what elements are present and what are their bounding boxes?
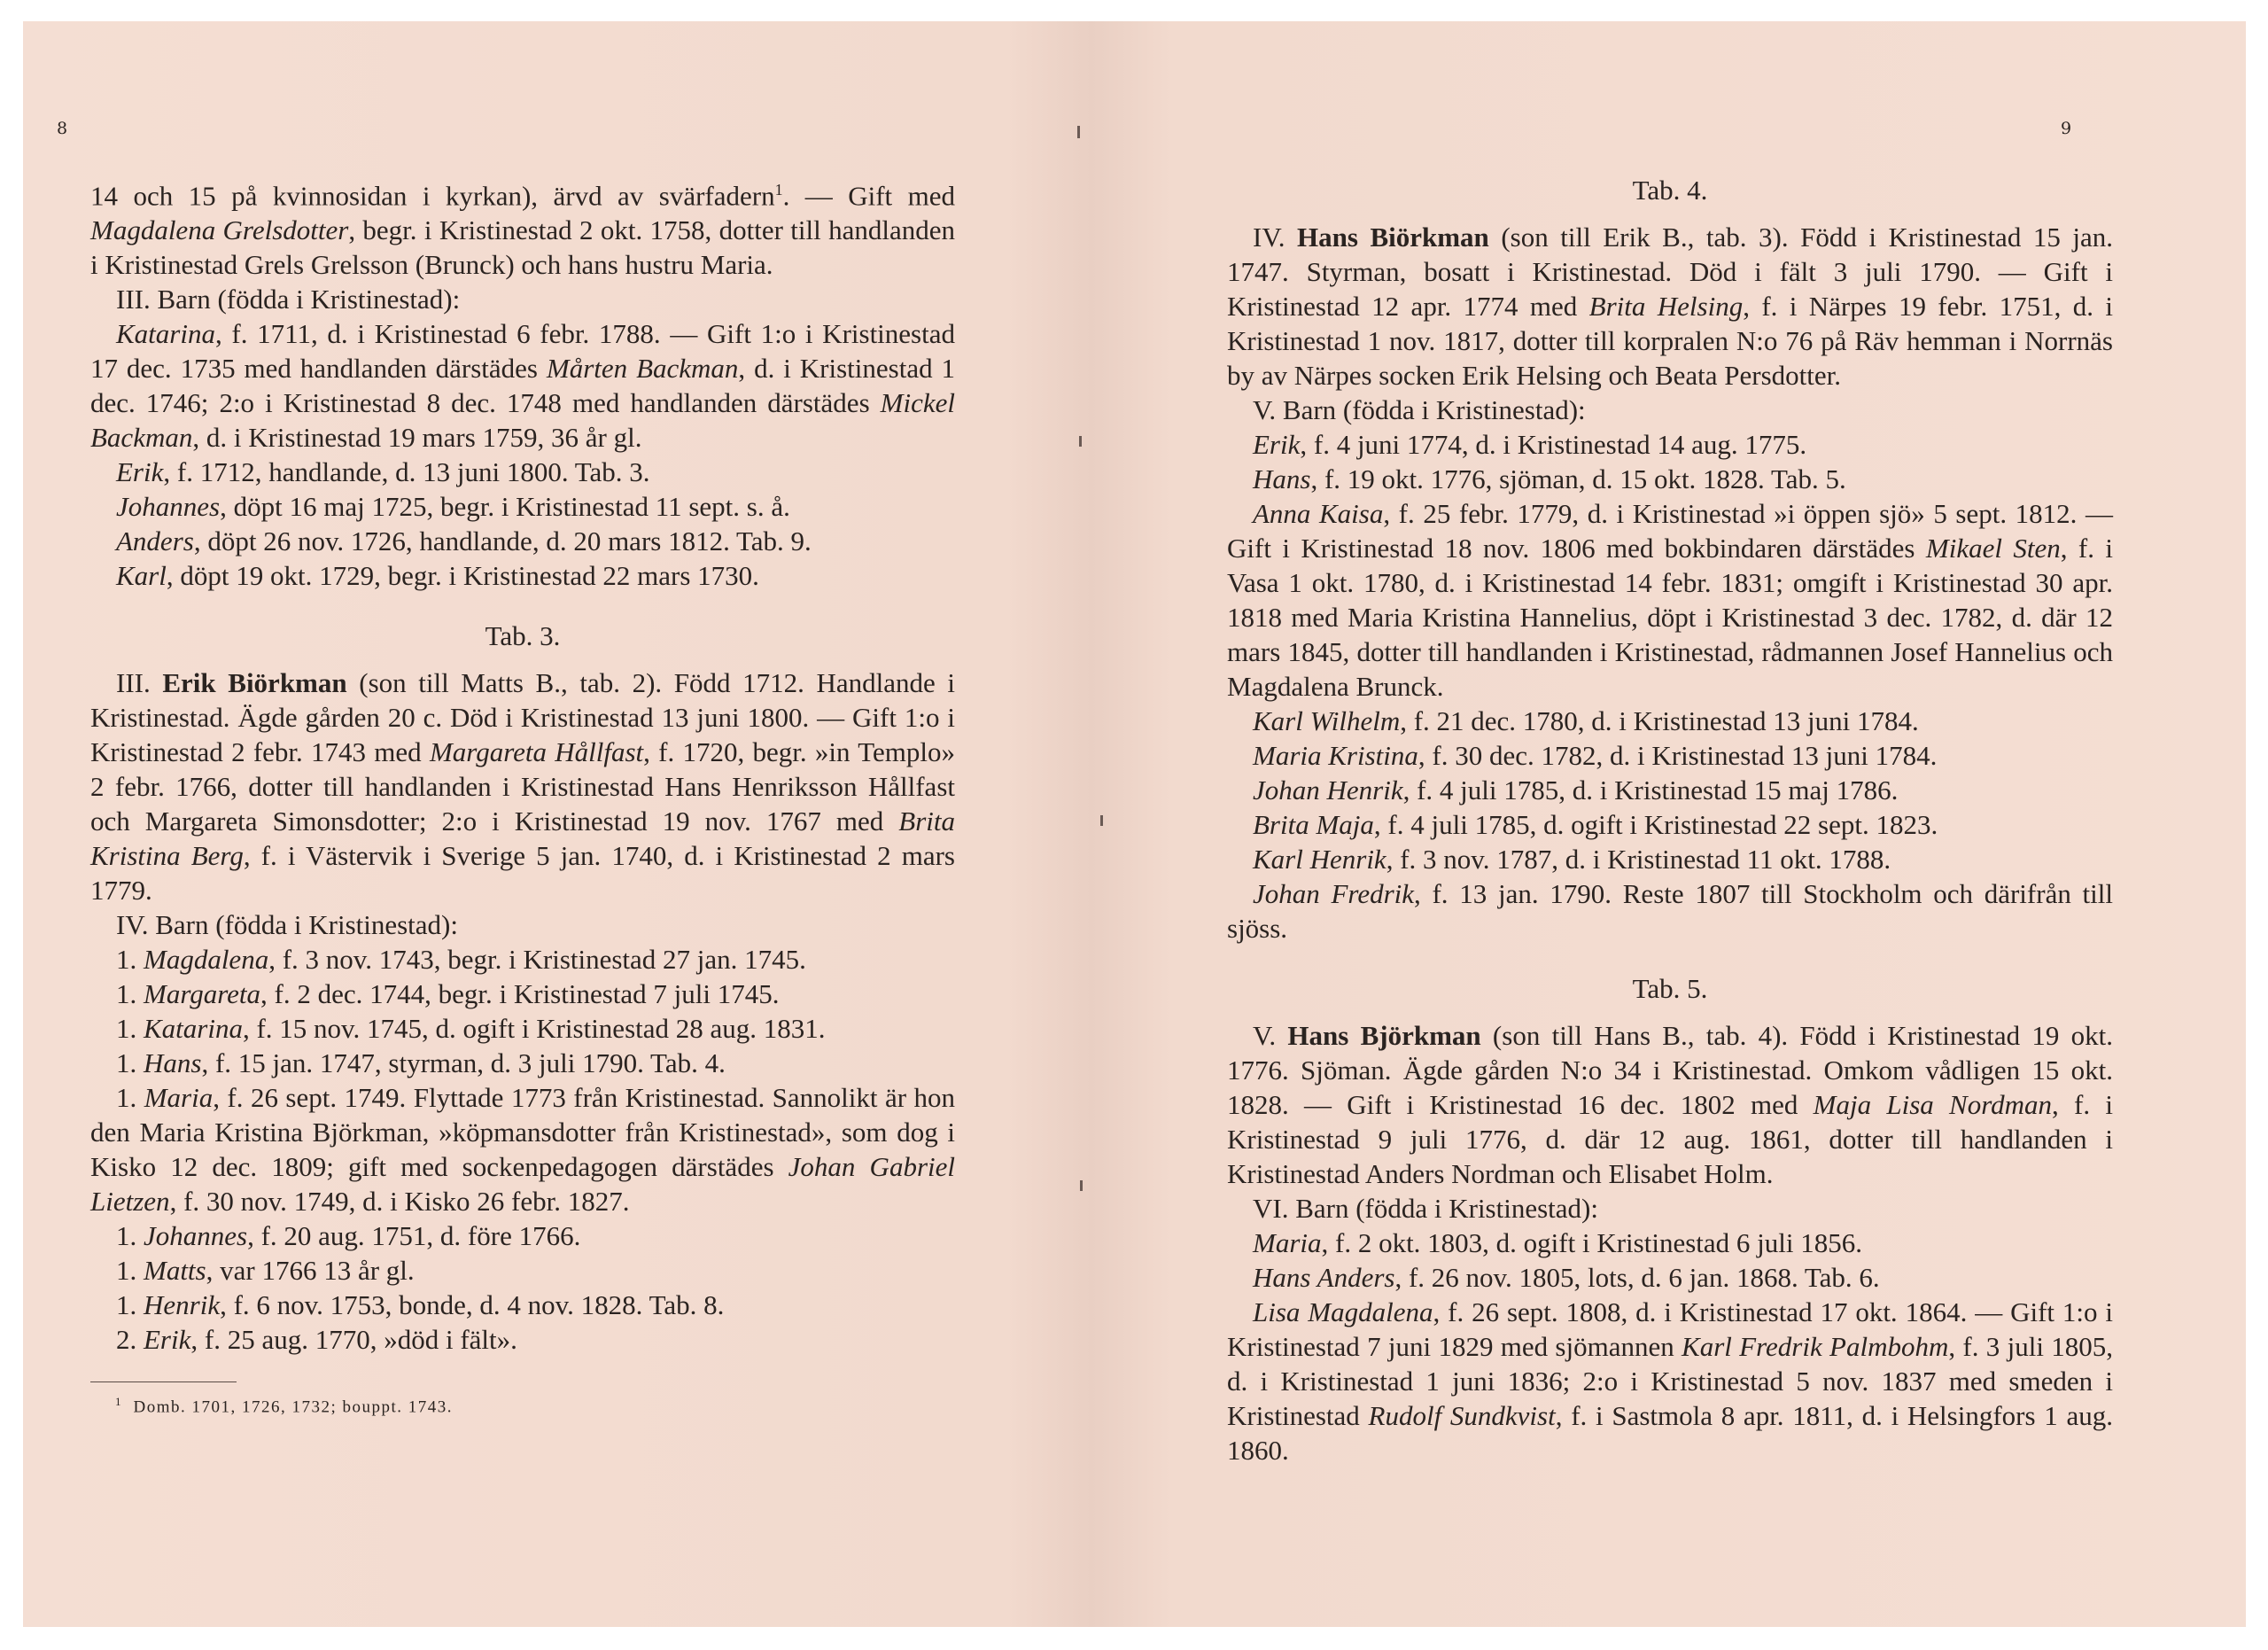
child-name: Johannes (144, 1220, 248, 1252)
child-entry (1227, 1260, 2113, 1295)
gutter-mark (1077, 126, 1080, 138)
child-name: Henrik (144, 1289, 221, 1321)
child-number: 1. (116, 1255, 137, 1287)
text: , f. 1711, d. i Kristinestad 6 febr. 1788. — Gift 1:o i Kristinestad 17 dec. 1735 med handlanden därstädes (90, 318, 955, 385)
child-name: Karl (116, 560, 167, 592)
child-name: Johannes (116, 491, 221, 523)
head-name: Hans Biörkman (1297, 222, 1489, 253)
person-name: Mårten Backman (546, 353, 739, 385)
child-entry (1227, 1295, 2113, 1467)
text: , f. 1712, handlande, d. 13 juni 1800. Tab. 3. (163, 456, 650, 488)
child-entry (1227, 427, 2113, 462)
text: , begr. i Kristinestad 2 okt. 1758, dotter till handlanden i Kristinestad Grels Grelsson (Brunck) och hans hustru Maria. (90, 214, 955, 281)
person-name: Rudolf Sundkvist (1368, 1400, 1556, 1431)
text: , d. i Kristinestad 19 mars 1759, 36 år gl. (192, 422, 642, 454)
child-entry (1227, 496, 2113, 704)
generation-number: III. (116, 667, 151, 699)
right-page (1091, 21, 2246, 1627)
text: , f. i Närpes 19 febr. 1751, d. i Kristinestad 1 nov. 1817, dotter till korpralen N:o 76 på Räv hemman i Norrnäs by av Närpes socken Erik Helsing och Beata Persdotter. (1227, 291, 2113, 391)
person-name: Karl Fredrik Palmbohm (1682, 1331, 1949, 1362)
tab-heading: Tab. 5. (1632, 973, 1708, 1004)
child-number: 1. (116, 944, 137, 976)
child-name: Katarina (116, 318, 215, 350)
child-name: Lisa Magdalena (1253, 1296, 1433, 1327)
text: , f. 19 okt. 1776, sjöman, d. 15 okt. 1828. Tab. 5. (1310, 463, 1846, 494)
child-name: Karl Henrik (1253, 844, 1386, 875)
head-name: Hans Björkman (1287, 1020, 1481, 1051)
person-name: Magdalena Grelsdotter (90, 214, 349, 246)
text: , f. 26 nov. 1805, lots, d. 6 jan. 1868. Tab. 6. (1394, 1262, 1880, 1293)
child-name: Johan Fredrik (1253, 878, 1415, 909)
page-number: 9 (2061, 119, 2072, 138)
child-name: Maria (1253, 1227, 1322, 1258)
family-entry (1227, 220, 2113, 393)
child-name: Katarina (144, 1013, 243, 1045)
person-name: Margareta Hållfast (429, 736, 644, 768)
text: , f. 4 juli 1785, d. i Kristinestad 15 maj 1786. (1402, 774, 1899, 806)
children-heading: III. Barn (födda i Kristinestad): (116, 284, 461, 315)
entry-continuation (90, 173, 955, 282)
child-entry (1227, 807, 2113, 842)
child-number: 1. (116, 1013, 137, 1045)
child-entry (1227, 462, 2113, 496)
child-entry (90, 489, 955, 524)
footnote-mark: 1 (115, 1395, 122, 1409)
text: , f. 2 dec. 1744, begr. i Kristinestad 7 juli 1745. (260, 978, 780, 1010)
children-heading: IV. Barn (födda i Kristinestad): (116, 909, 458, 941)
footnote-text: Domb. 1701, 1726, 1732; bouppt. 1743. (133, 1397, 454, 1417)
child-entry (90, 524, 955, 558)
text: , f. 6 nov. 1753, bonde, d. 4 nov. 1828. Tab. 8. (220, 1289, 725, 1321)
child-entry (1227, 738, 2113, 773)
text: , f. 20 aug. 1751, d. före 1766. (247, 1220, 581, 1252)
child-name: Hans (1253, 463, 1311, 494)
child-entry (90, 1080, 955, 1218)
children-heading: V. Barn (födda i Kristinestad): (1253, 394, 1586, 425)
text: , var 1766 13 år gl. (206, 1255, 415, 1287)
text: , döpt 16 maj 1725, begr. i Kristinestad 11 sept. s. å. (220, 491, 790, 523)
child-name: Anna Kaisa (1253, 498, 1384, 529)
child-name: Anders (116, 525, 194, 557)
text: , f. 4 juli 1785, d. ogift i Kristinestad 22 sept. 1823. (1373, 809, 1938, 840)
child-number: 1. (116, 1220, 137, 1252)
child-entry (90, 316, 955, 455)
text: 14 och 15 på kvinnosidan i kyrkan), ärvd av svärfadern (90, 180, 775, 212)
child-entry (90, 1253, 955, 1288)
child-name: Maria (144, 1082, 214, 1114)
head-name: Erik Biörkman (162, 667, 347, 699)
text: , d. i Kristinestad 1 dec. 1746; 2:o i Kristinestad 8 dec. 1748 med handlanden därstädes (90, 353, 956, 419)
text: , döpt 19 okt. 1729, begr. i Kristinestad 22 mars 1730. (166, 560, 759, 592)
child-entry (90, 942, 955, 977)
text: , f. 15 nov. 1745, d. ogift i Kristinestad 28 aug. 1831. (242, 1013, 826, 1045)
child-number: 2. (116, 1324, 137, 1356)
text: . — Gift med (782, 180, 955, 212)
text: , f. 4 juni 1774, d. i Kristinestad 14 aug. 1775. (1300, 429, 1807, 460)
family-entry (90, 665, 955, 907)
child-name: Erik (1253, 429, 1301, 460)
text: , f. 25 aug. 1770, »död i fält». (190, 1324, 517, 1356)
child-name: Hans (144, 1047, 202, 1079)
generation-number: V. (1253, 1020, 1277, 1051)
child-entry (90, 1218, 955, 1253)
child-entry (90, 1011, 955, 1046)
child-entry (90, 455, 955, 489)
text: , f. 21 dec. 1780, d. i Kristinestad 13 juni 1784. (1400, 705, 1919, 736)
child-name: Karl Wilhelm (1253, 705, 1401, 736)
person-name: Mickel Backman (90, 387, 955, 454)
text: , döpt 26 nov. 1726, handlande, d. 20 mars 1812. Tab. 9. (193, 525, 812, 557)
child-entry (1227, 1226, 2113, 1260)
gutter-mark (1079, 436, 1082, 447)
text: (son till Matts B., tab. 2). Född 1712. Handlande i Kristinestad. Ägde gården 20 c. Död i Kristinestad 13 juni 1800. — Gift 1:o i Kristinestad 2 febr. 1743 med (90, 667, 955, 768)
text: , f. 13 jan. 1790. Reste 1807 till Stockholm och därifrån till sjöss. (1227, 878, 2113, 944)
footnote (115, 1391, 955, 1418)
child-entry (90, 1322, 955, 1357)
person-name: Brita Kristina Berg (90, 806, 955, 872)
person-name: Brita Helsing (1588, 291, 1744, 322)
right-text-column (1227, 173, 2113, 1467)
family-entry (1227, 1018, 2113, 1191)
left-text-column (90, 173, 955, 1419)
child-name: Margareta (144, 978, 261, 1010)
left-page (23, 21, 1091, 1627)
child-number: 1. (116, 1289, 137, 1321)
text: , f. 26 sept. 1808, d. i Kristinestad 17 okt. 1864. — Gift 1:o i Kristinestad 7 juni 1829 med sjömannen (1227, 1296, 2113, 1362)
text: (son till Erik B., tab. 3). Född i Kristinestad 15 jan. 1747. Styrman, bosatt i Kristinestad. Död i fält 3 juli 1790. — Gift i Kristinestad 12 apr. 1774 med (1227, 222, 2113, 322)
child-name: Hans Anders (1253, 1262, 1395, 1293)
footnote-mark: 1 (774, 181, 783, 198)
gutter-mark (1100, 815, 1103, 826)
child-name: Maria Kristina (1253, 740, 1418, 771)
text: , f. i Sastmola 8 apr. 1811, d. i Helsingfors 1 aug. 1860. (1227, 1400, 2113, 1466)
child-entry (1227, 876, 2113, 946)
gutter-mark (1080, 1180, 1083, 1191)
child-entry (90, 1046, 955, 1080)
child-entry (90, 977, 955, 1011)
child-entry (1227, 704, 2113, 738)
child-entry (90, 558, 955, 593)
page-number: 8 (57, 119, 68, 138)
person-name: Maja Lisa Nordman (1813, 1089, 2053, 1120)
child-entry (1227, 773, 2113, 807)
tab-heading: Tab. 4. (1632, 175, 1708, 206)
text: , f. 30 dec. 1782, d. i Kristinestad 13 juni 1784. (1418, 740, 1938, 771)
text: , f. 3 juli 1805, d. i Kristinestad 1 juni 1836; 2:o i Kristinestad 5 nov. 1837 med smeden i Kristinestad (1227, 1331, 2113, 1431)
child-name: Magdalena (144, 944, 269, 976)
text: , f. 3 nov. 1787, d. i Kristinestad 11 okt. 1788. (1386, 844, 1891, 875)
child-entry (90, 1288, 955, 1322)
person-name: Johan Gabriel Lietzen (90, 1151, 955, 1218)
child-name: Erik (116, 456, 164, 488)
text: , f. 1720, begr. »in Templo» 2 febr. 1766, dotter till handlanden i Kristinestad Hans Henriksson Hållfast och Margareta Simonsdotter; 2:o i Kristinestad 19 nov. 1767 med (90, 736, 955, 837)
children-heading: VI. Barn (födda i Kristinestad): (1253, 1193, 1598, 1224)
text: , f. i Vasa 1 okt. 1780, d. i Kristinestad 14 febr. 1831; omgift i Kristinestad 30 apr. 1818 med Maria Kristina Hannelius, döpt i Kristinestad 3 dec. 1782, d. där 12 mars 1845, dotter till handlanden i Kristinestad, rådmannen Josef Hannelius och Magdalena Brunck. (1227, 533, 2113, 702)
child-number: 1. (116, 1082, 137, 1114)
text: , f. i Kristinestad 9 juli 1776, d. där 12 aug. 1861, dotter till handlanden i Kristinestad Anders Nordman och Elisabet Holm. (1227, 1089, 2114, 1189)
text: , f. 3 nov. 1743, begr. i Kristinestad 27 jan. 1745. (268, 944, 806, 976)
text: , f. 15 jan. 1747, styrman, d. 3 juli 1790. Tab. 4. (201, 1047, 726, 1079)
text: , f. 30 nov. 1749, d. i Kisko 26 febr. 1827. (169, 1186, 630, 1218)
text: , f. 25 febr. 1779, d. i Kristinestad »i öppen sjö» 5 sept. 1812. — Gift i Kristinestad 18 nov. 1806 med bokbindaren därstädes (1227, 498, 2113, 564)
text: , f. 2 okt. 1803, d. ogift i Kristinestad 6 juli 1856. (1321, 1227, 1862, 1258)
generation-number: IV. (1253, 222, 1285, 253)
child-name: Matts (144, 1255, 206, 1287)
text: , f. 26 sept. 1749. Flyttade 1773 från Kristinestad. Sannolikt är hon den Maria Kristina Björkman, »köpmansdotter från Kristinestad», som dog i Kisko 12 dec. 1809; gift med sockenpedagogen därstädes (90, 1082, 956, 1183)
child-entry (1227, 842, 2113, 876)
child-name: Brita Maja (1253, 809, 1374, 840)
child-name: Erik (144, 1324, 191, 1356)
tab-heading: Tab. 3. (485, 620, 561, 652)
person-name: Mikael Sten (1925, 533, 2061, 564)
footnote-divider (90, 1381, 237, 1382)
child-name: Johan Henrik (1253, 774, 1403, 806)
child-number: 1. (116, 978, 137, 1010)
text: (son till Hans B., tab. 4). Född i Kristinestad 19 okt. 1776. Sjöman. Ägde gården N:o 34 i Kristinestad. Omkom vådligen 15 okt. 1828. — Gift i Kristinestad 16 dec. 1802 med (1227, 1020, 2113, 1120)
child-number: 1. (116, 1047, 137, 1079)
text: , f. i Västervik i Sverige 5 jan. 1740, d. i Kristinestad 2 mars 1779. (90, 840, 955, 907)
